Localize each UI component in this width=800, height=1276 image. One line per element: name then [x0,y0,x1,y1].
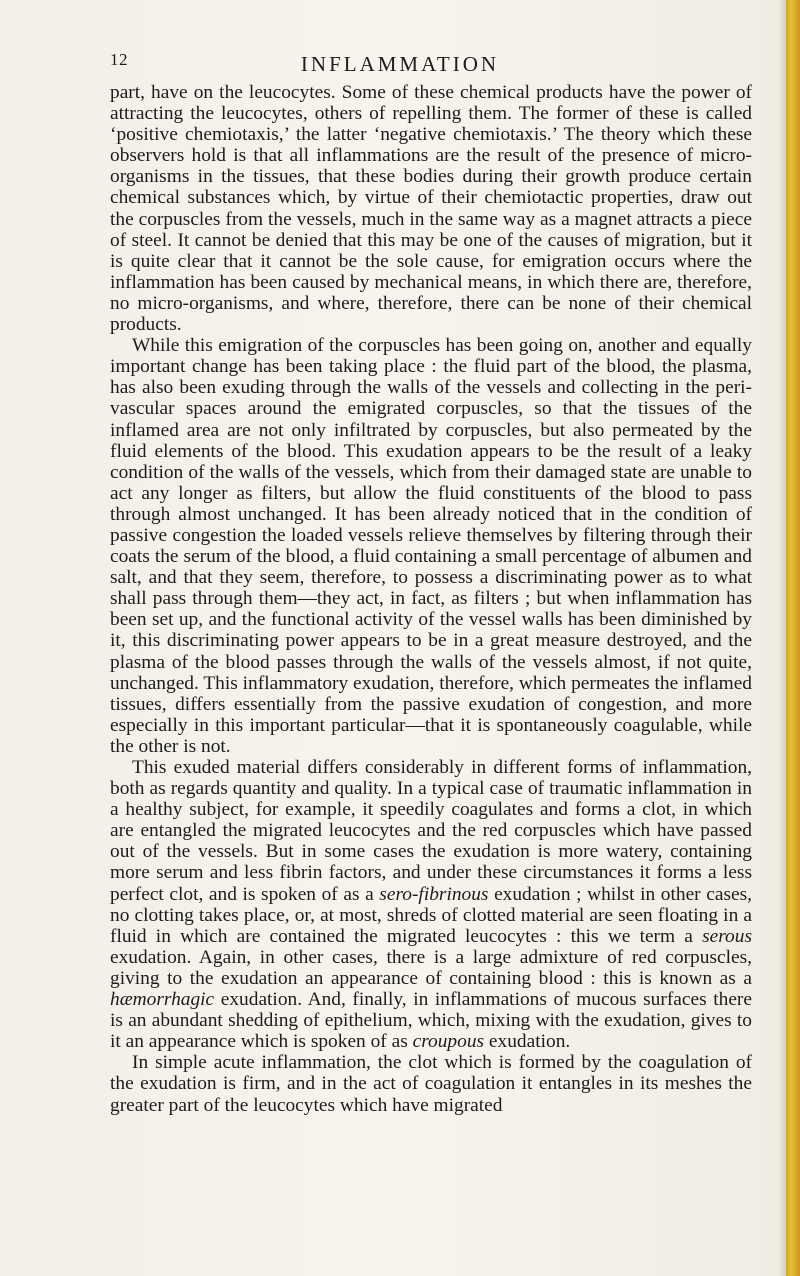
term-haemorrhagic: hæmorrhagic [110,989,215,1011]
page-edge-binding [786,0,800,1276]
text-run: exudation. And, finally, in inflammations of mucous surfaces there is an abundant shedding of epithelium, which, mixing with the exudation, gives to it an appearance which is spoken of as [110,989,752,1053]
paragraph-simple-acute: In simple acute inflammation, the clot which is formed by the coagulation of the exudation is firm, and in the act of coagulation it entangles in its meshes the greater part of the leucocytes which have migrated [110,1052,752,1116]
term-serous: serous [702,925,752,947]
paragraph-exudation-forms [110,757,752,1052]
binding-shadow [778,0,786,1276]
text-run: This exuded material differs considerably in different forms of inflammation, both as regards quantity and quality. In a typical case of traumatic inflammation in a healthy subject, for example, it speedily coagulates and forms a clot, in which are entangled the migrated leucocytes and the red corpuscles which have passed out of the vessels. But in some cases the exudation is more watery, containing more serum and less fibrin factors, and under these circumstances it forms a less perfect clot, and is spoken of as a [110,757,752,905]
term-croupous: croupous [412,1031,485,1053]
body-text [110,82,752,1116]
page-number: 12 [110,50,128,69]
paragraph-continued: part, have on the leucocytes. Some of these chemical products have the power of attracting the leucocytes, others of repelling them. The former of these is called ‘positive chemiotaxis,’ the latter ‘negative chemiotaxis.’ The theory which these observers hold is that all inflammations are the result of the presence of micro-organisms in the tissues, that these bodies during their growth produce certain chemical substances which, by virtue of their chemiotactic properties, draw out the corpuscles from the vessels, much in the same way as a magnet attracts a piece of steel. It cannot be denied that this may be one of the causes of migration, but it is quite clear that it cannot be the sole cause, for emigration occurs where the inflammation has been caused by mechanical means, in which there are, therefore, no micro-organisms, and where, therefore, there can be none of their chemical products. [110,82,752,336]
text-run: exudation. [484,1031,571,1053]
text-run: exudation ; whilst in other cases, no clotting takes place, or, at most, shreds of clotted material are seen floating in a fluid in which are contained the migrated leucocytes : this we term a [110,883,752,947]
paragraph-exudation-plasma: While this emigration of the corpuscles has been going on, another and equally important change has been taking place : the fluid part of the blood, the plasma, has also been exuding through the walls of the vessels and collecting in the peri-vascular spaces around the emigrated corpuscles, so that the tissues of the inflamed area are not only infiltrated by corpuscles, but also permeated by the fluid elements of the blood. This exudation appears to be the result of a leaky condition of the walls of the vessels, which from their damaged state are unable to act any longer as filters, but allow the fluid constituents of the blood to pass through almost unchanged. It has been already noticed that in the condition of passive congestion the loaded vessels relieve themselves by filtering through their coats the serum of the blood, a fluid containing a small percentage of albumen and salt, and that they seem, therefore, to possess a discriminating power as to what shall pass through them—they act, in fact, as filters ; but when inflammation has been set up, and the functional activity of the vessel walls has been diminished by it, this discriminating power appears to be in a great measure destroyed, and the plasma of the blood passes through the walls of the vessels almost, if not quite, unchanged. This inflammatory exudation, therefore, which permeates the inflamed tissues, differs essentially from the passive exudation of congestion, and more especially in this important particular—that it is spontaneously coagulable, while the other is not. [110,335,753,757]
text-run: exudation. Again, in other cases, there is a large admixture of red corpuscles, giving to the exudation an appearance of containing blood : this is known as a [110,946,752,989]
running-title: INFLAMMATION [300,52,500,76]
term-sero-fibrinous: sero-fibrinous [379,883,489,905]
